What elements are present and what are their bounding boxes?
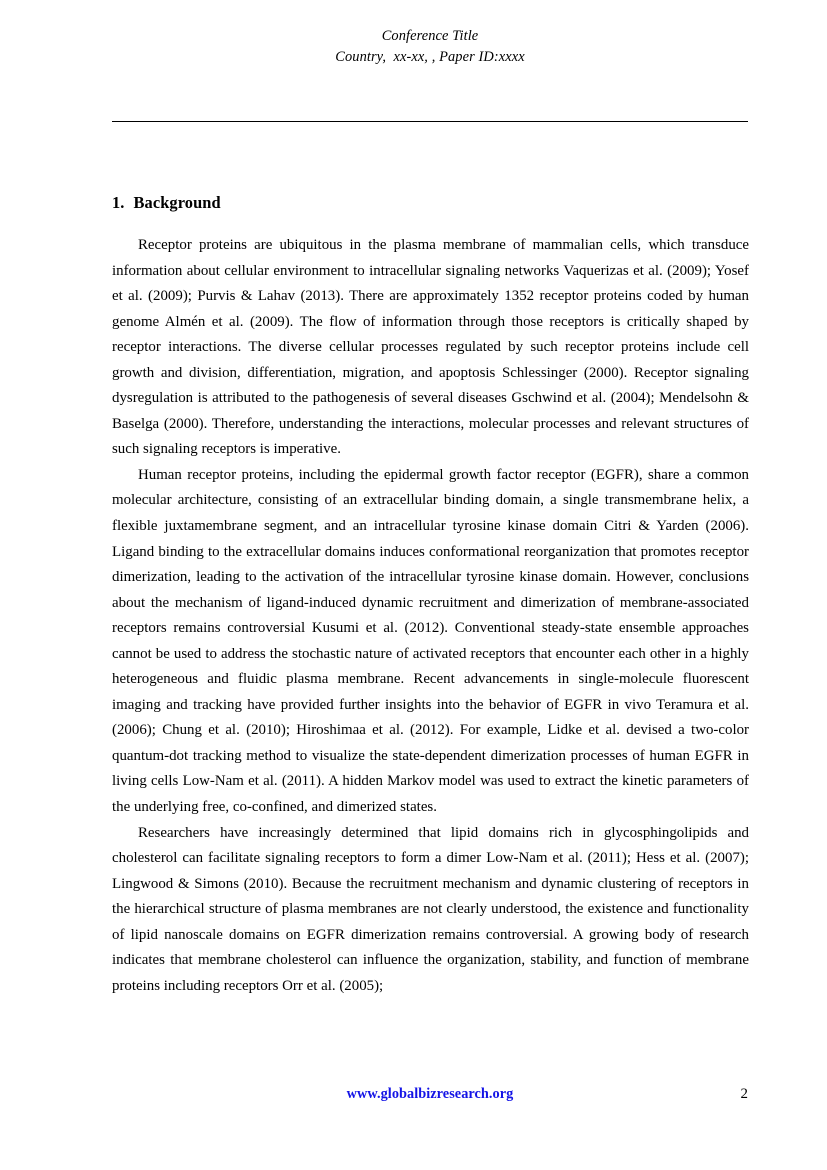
running-head-paper-id: Country, xx-xx, , Paper ID:xxxx [335,49,525,65]
paragraph-text: Receptor proteins are ubiquitous in the plasma membrane of mammalian cells, which transduce information about cellular environment to intracellular signaling networks Vaquerizas et al. (2009); Yosef et al. (2009); Purvis & Lahav (2013). There are approximately 1352 receptor proteins coded by human genome Almén et al. (2009). The flow of information through those receptors is critically shaped by receptor interactions. The diverse cellular processes regulated by such receptor proteins include cell growth and division, differentiation, migration, and apoptosis Schlessinger (2000). Receptor signaling dysregulation is attributed to the pathogenesis of several diseases Gschwind et al. (2004); Mendelsohn & Baselga (2000). Therefore, understanding the interactions, molecular processes and relevant structures of such signaling receptors is imperative. [112,237,749,458]
running-head [112,26,748,68]
paragraph-background-2 [112,463,749,821]
running-head-conference-title: Conference Title [381,28,479,44]
paragraph-text: Human receptor proteins, including the epidermal growth factor receptor (EGFR), share a common molecular architecture, consisting of an extracellular binding domain, a single transmembrane helix, a flexible juxtamembrane segment, and an intracellular tyrosine kinase domain Citri & Yarden (2006). Ligand binding to the extracellular domains induces conformational reorganization that promotes receptor dimerization, leading to the activation of the intracellular tyrosine kinase domain. However, conclusions about the mechanism of ligand-induced dynamic recruitment and dimerization of membrane-associated receptors remains controversial Kusumi et al. (2012). Conventional steady-state ensemble approaches cannot be used to address the stochastic nature of activated receptors that encounter each other in a highly heterogeneous and fluidic plasma membrane. Recent advancements in single-molecule fluorescent imaging and tracking have provided further insights into the behavior of EGFR in vivo Teramura et al. (2006); Chung et al. (2010); Hiroshimaa et al. (2012). For example, Lidke et al. devised a two-color quantum-dot tracking method to visualize the state-dependent dimerization processes of human EGFR in living cells Low-Nam et al. (2011). A hidden Markov model was used to extract the kinetic parameters of the underlying free, co-confined, and dimerized states. [112,466,749,816]
paragraph-text: Researchers have increasingly determined that lipid domains rich in glycosphingolipids and cholesterol can facilitate signaling receptors to form a dimer Low-Nam et al. (2011); Hess et al. (2007); Lingwood & Simons (2010). Because the recruitment mechanism and dynamic clustering of receptors in the hierarchical structure of plasma membranes are not clearly understood, the existence and functionality of lipid nanoscale domains on EGFR dimerization remains controversial. A growing body of research indicates that membrane cholesterol can influence the organization, stability, and function of membrane proteins including receptors Orr et al. (2005); [112,824,749,994]
body-text-column [112,193,749,999]
section-title: Background [133,193,221,212]
paragraph-background-1 [112,233,749,463]
section-number: 1. [112,193,125,212]
footer-website-link[interactable]: www.globalbizresearch.org [346,1086,514,1102]
footer-page-number: 2 [740,1086,748,1102]
paragraph-background-3 [112,821,749,1000]
section-heading [112,193,749,213]
header-divider-rule [112,121,748,122]
